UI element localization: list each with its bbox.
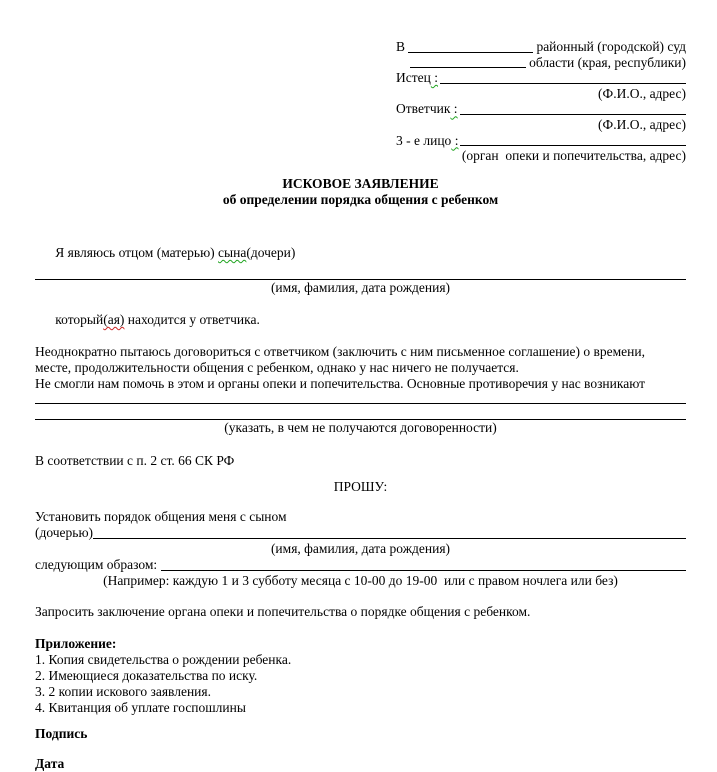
intro-text: Я являюсь отцом (матерью) xyxy=(55,244,219,260)
plaintiff-line xyxy=(396,70,686,86)
region-suffix: области (края, республики) xyxy=(525,54,686,70)
law-reference-line: В соответствии с п. 2 ст. 66 СК РФ xyxy=(35,452,235,468)
request-heading: ПРОШУ: xyxy=(333,478,388,494)
defendant-caption: (Ф.И.О., адрес) xyxy=(598,116,686,132)
daughter-label: (дочерью) xyxy=(35,524,94,540)
court-line xyxy=(396,39,686,55)
request-1-block xyxy=(35,509,686,589)
intro-text-end: (дочери) xyxy=(246,244,296,260)
plaintiff-label: Истец xyxy=(396,70,431,86)
disagreement-blank-1 xyxy=(35,392,686,404)
defendant-line xyxy=(396,101,686,117)
residence-line xyxy=(35,296,686,344)
document-body xyxy=(35,229,686,772)
birth-caption-2: (имя, фамилия, дата рождения) xyxy=(270,540,451,556)
attachment-item: 3. 2 копии искового заявления. xyxy=(35,683,211,699)
negotiation-line-2: месте, продолжительности общения с ребенком, однако у нас ничего не получается. xyxy=(35,359,519,375)
region-blank xyxy=(410,58,526,68)
negotiation-line-1: Неоднократно пытаюсь договориться с ответчиком (заключить с ним письменное соглашение) о времени, xyxy=(35,343,645,359)
request-2-line: Запросить заключение органа опеки и попечительства о порядке общения с ребенком. xyxy=(35,603,531,619)
court-header-block xyxy=(396,39,686,164)
court-name-blank xyxy=(408,43,533,53)
attachment-item: 2. Имеющиеся доказательства по иску. xyxy=(35,667,258,683)
residence-text: который xyxy=(55,311,104,327)
document-title xyxy=(35,176,686,208)
third-party-label: 3 - е лицо xyxy=(396,132,452,148)
residence-marked: (ая) xyxy=(103,311,125,327)
intro-line xyxy=(35,229,686,277)
date-label: Дата xyxy=(35,755,65,771)
attachments-heading: Приложение: xyxy=(35,635,117,651)
example-caption: (Например: каждую 1 и 3 субботу месяца с 10-00 до 19-00 или с правом ночлега или без) xyxy=(103,572,618,588)
title-line2: об определении порядка общения с ребенком xyxy=(222,191,499,207)
third-party-blank xyxy=(460,136,686,146)
court-prefix: В xyxy=(396,39,409,54)
court-suffix: районный (городской) суд xyxy=(533,39,686,54)
child-name-blank-2 xyxy=(93,529,686,539)
defendant-punct: : xyxy=(450,101,458,117)
plaintiff-punct: : xyxy=(430,70,438,86)
attachment-item: 4. Квитанция об уплате госпошлины xyxy=(35,699,246,715)
residence-text-end: находится у ответчика. xyxy=(124,311,260,327)
region-line xyxy=(396,55,686,71)
manner-label: следующим образом: xyxy=(35,556,161,572)
birth-caption: (имя, фамилия, дата рождения) xyxy=(270,279,451,295)
intro-marked-word: сына xyxy=(218,244,247,260)
manner-line xyxy=(35,557,686,573)
plaintiff-caption: (Ф.И.О., адрес) xyxy=(598,85,686,101)
guardianship-line: Не смогли нам помочь в этом и органы опеки и попечительства. Основные противоречия у нас возникают xyxy=(35,375,646,391)
manner-blank xyxy=(161,561,686,571)
third-party-caption: (орган опеки и попечительства, адрес) xyxy=(461,148,686,164)
signature-label: Подпись xyxy=(35,725,88,741)
third-party-line xyxy=(396,133,686,149)
title-line1: ИСКОВОЕ ЗАЯВЛЕНИЕ xyxy=(282,175,439,191)
request-1-line-1: Установить порядок общения меня с сыном xyxy=(35,508,287,524)
attachment-item: 1. Копия свидетельства о рождении ребенка. xyxy=(35,651,292,667)
defendant-blank xyxy=(460,105,686,115)
attachments-block xyxy=(35,636,686,716)
third-party-punct: : xyxy=(451,132,459,148)
request-1-line-2 xyxy=(35,525,686,541)
disagreement-caption: (указать, в чем не получаются договоренности) xyxy=(224,419,497,435)
plaintiff-blank xyxy=(440,74,686,84)
defendant-label: Ответчик xyxy=(396,101,451,117)
disagreement-blank-2 xyxy=(35,404,686,420)
